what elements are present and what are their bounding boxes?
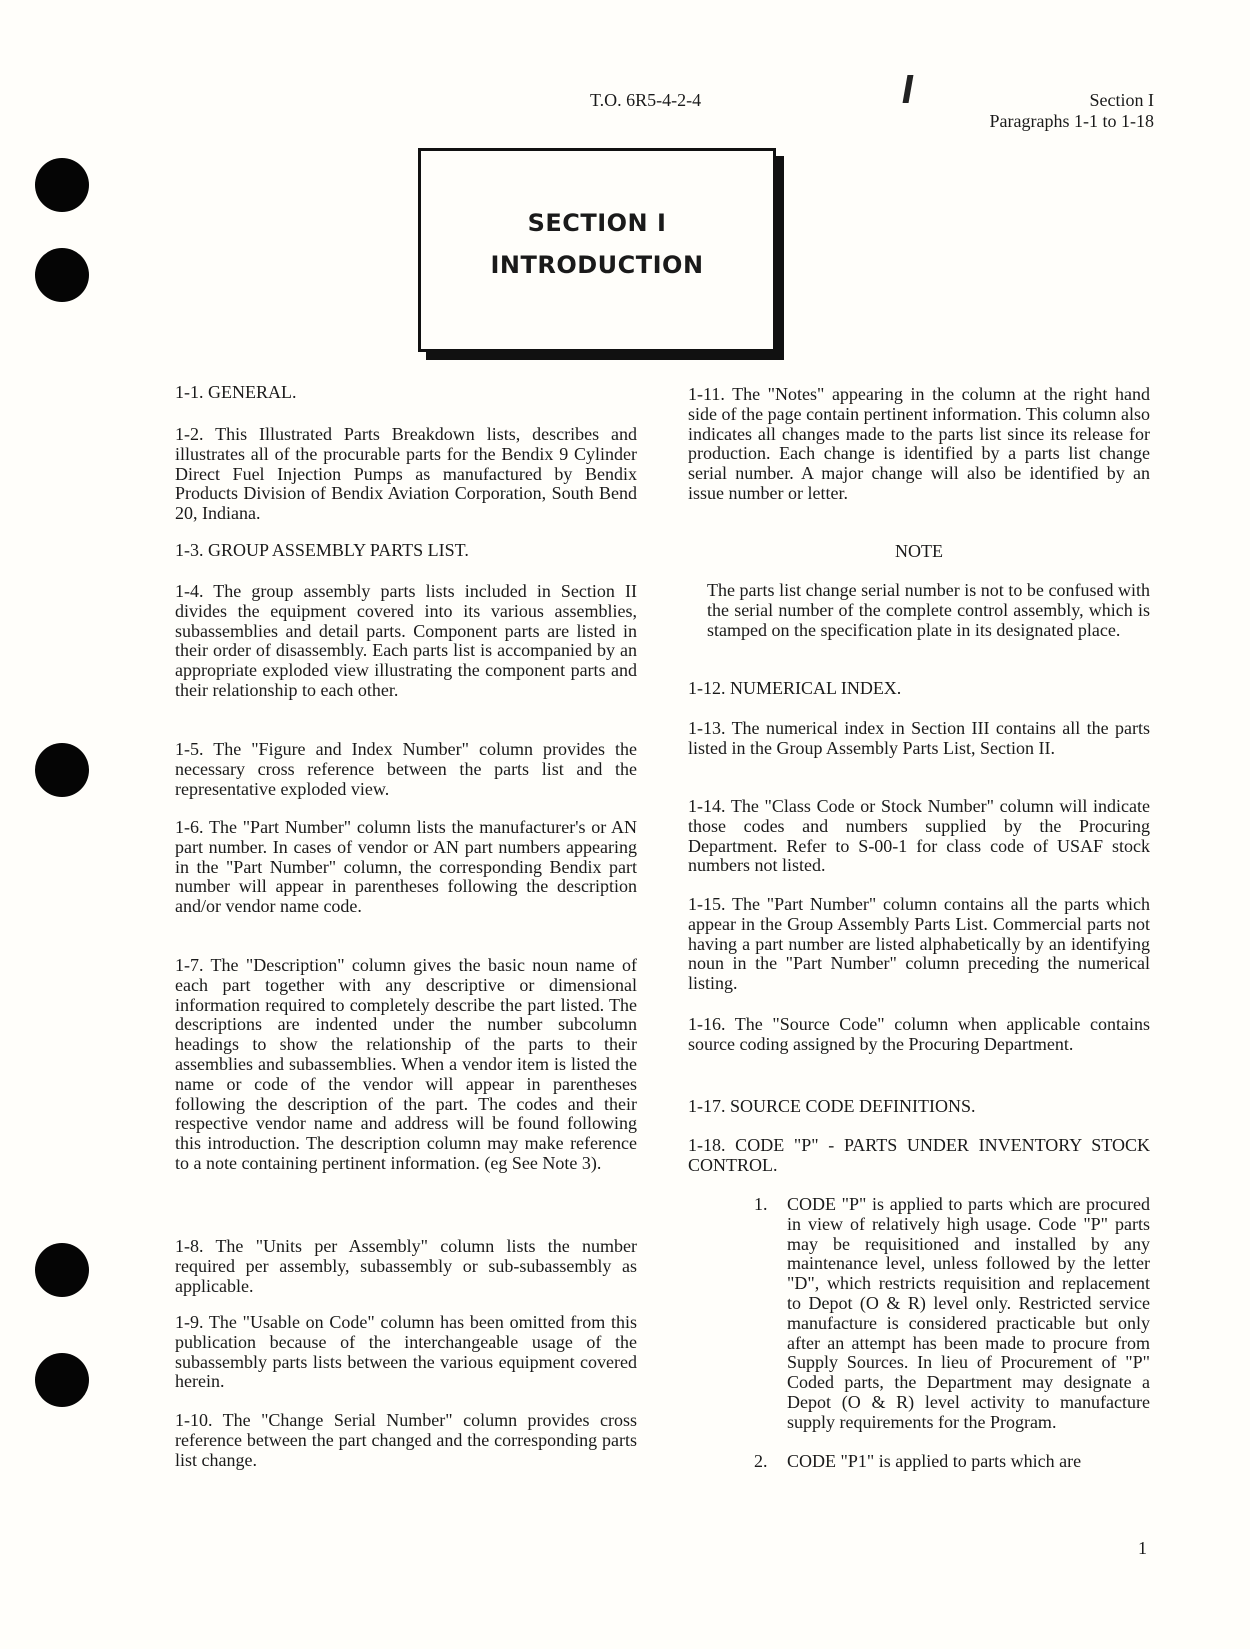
- para-1-7: 1-7. The "Description" column gives the basic noun name of each part together with any descriptive or dimensional information required to completely describe the part listed. The descriptions are indented under the number subcolumn headings to show the relationship of the parts to their assemblies and subassemblies. When a vendor item is listed the name or code of the vendor will appear in parentheses following the description of the part. The codes and their respective vendor name and address will be found following this introduction. The description column may make reference to a note containing pertinent information. (eg See Note 3).: [175, 955, 637, 1173]
- para-1-12: 1-12. NUMERICAL INDEX.: [688, 678, 902, 698]
- doc-number: T.O. 6R5-4-2-4: [590, 90, 702, 110]
- para-1-18: 1-18. CODE "P" - PARTS UNDER INVENTORY STOCK CONTROL.: [688, 1135, 1150, 1175]
- para-1-4: 1-4. The group assembly parts lists included in Section II divides the equipment covered into its various assemblies, subassemblies and detail parts. Component parts are listed in their order of disassembly. Each parts list is accompanied by an appropriate exploded view illustrating the component parts and their relationship to each other.: [175, 581, 637, 700]
- list-item-number: 1.: [754, 1194, 768, 1214]
- para-1-1: 1-1. GENERAL.: [175, 382, 297, 402]
- section-title-box: [418, 148, 776, 352]
- punch-hole: [35, 1353, 89, 1407]
- para-1-14: 1-14. The "Class Code or Stock Number" column will indicate those codes and numbers supplied by the Procuring Department. Refer to S-00-1 for class code of USAF stock numbers not listed.: [688, 796, 1150, 876]
- para-1-17: 1-17. SOURCE CODE DEFINITIONS.: [688, 1096, 976, 1116]
- para-1-6: 1-6. The "Part Number" column lists the manufacturer's or AN part number. In cases of vendor or AN part numbers appearing in the "Part Number" column, the corresponding Bendix part number will appear in parentheses following the description and/or vendor name code.: [175, 817, 637, 917]
- paragraph-range: Paragraphs 1-1 to 1-18: [989, 111, 1154, 131]
- para-1-5: 1-5. The "Figure and Index Number" column provides the necessary cross reference between the parts list and the representative exploded view.: [175, 739, 637, 799]
- para-1-3: 1-3. GROUP ASSEMBLY PARTS LIST.: [175, 540, 469, 560]
- para-1-16: 1-16. The "Source Code" column when applicable contains source coding assigned by the Procuring Department.: [688, 1014, 1150, 1054]
- section-label: [990, 90, 1154, 132]
- list-item-text: CODE "P1" is applied to parts which are: [787, 1451, 1082, 1471]
- section-name: Section I: [1089, 90, 1154, 110]
- para-1-2: 1-2. This Illustrated Parts Breakdown lists, describes and illustrates all of the procurable parts for the Bendix 9 Cylinder Direct Fuel Injection Pumps as manufactured by Bendix Products Division of Bendix Aviation Corporation, South Bend 20, Indiana.: [175, 424, 637, 524]
- para-1-10: 1-10. The "Change Serial Number" column provides cross reference between the part changed and the corresponding parts list change.: [175, 1410, 637, 1470]
- para-1-15: 1-15. The "Part Number" column contains all the parts which appear in the Group Assembly Parts List. Commercial parts not having a part number are listed alphabetically by an identifying noun in the "Part Number" column preceding the numerical listing.: [688, 894, 1150, 994]
- list-item-text: CODE "P" is applied to parts which are procured in view of relatively high usage. Code "P" parts may be requisitioned and installed by any maintenance level, unless followed by the letter "D", which restricts requisition and replacement to Depot (O & R) level only. Restricted service manufacture is considered practicable but only after an attempt has been made to procure from Supply Sources. In lieu of Procurement of "P" Coded parts, the Department may designate a Depot (O & R) level activity to manufacture supply requirements for the Program.: [787, 1194, 1150, 1432]
- para-1-9: 1-9. The "Usable on Code" column has been omitted from this publication because of the interchangeable usage of the subassembly parts lists between the various equipment covered herein.: [175, 1312, 637, 1392]
- para-1-11: 1-11. The "Notes" appearing in the column at the right hand side of the page contain pertinent information. This column also indicates all changes made to the parts list since its release for production. Each change is identified by a parts list change serial number. A major change will also be identified by an issue number or letter.: [688, 384, 1150, 503]
- punch-hole: [35, 1243, 89, 1297]
- list-item: [754, 1451, 1150, 1472]
- list-item-number: 2.: [754, 1451, 768, 1471]
- ink-mark: [903, 75, 914, 103]
- list-item: [754, 1194, 1150, 1433]
- note-heading: NOTE: [895, 541, 943, 561]
- page-number: 1: [1138, 1538, 1147, 1558]
- section-title: SECTION I: [527, 209, 667, 237]
- para-1-8: 1-8. The "Units per Assembly" column lists the number required per assembly, subassembly or sub-subassembly as applicable.: [175, 1236, 637, 1296]
- punch-hole: [35, 743, 89, 797]
- punch-hole: [35, 248, 89, 302]
- note-text: The parts list change serial number is not to be confused with the serial number of the complete control assembly, which is stamped on the specification plate in its designated place.: [707, 580, 1150, 640]
- para-1-13: 1-13. The numerical index in Section III contains all the parts listed in the Group Assembly Parts List, Section II.: [688, 718, 1150, 758]
- punch-hole: [35, 158, 89, 212]
- section-subtitle: INTRODUCTION: [490, 251, 704, 279]
